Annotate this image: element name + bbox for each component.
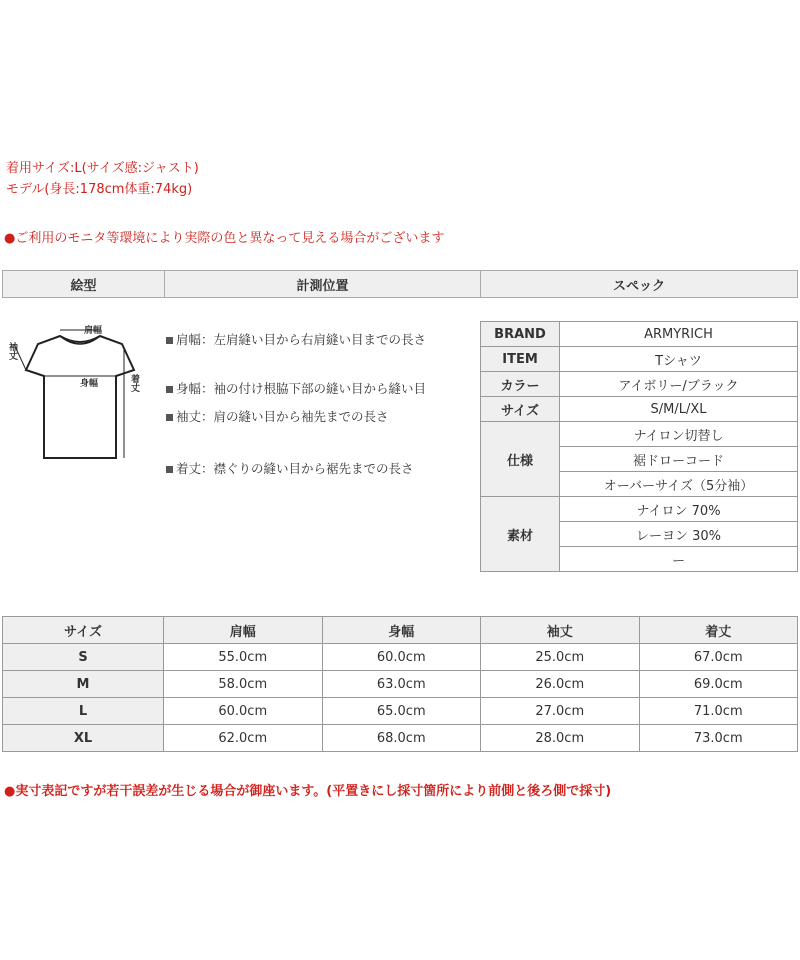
spec-row-material (481, 497, 798, 522)
spec-row-color (481, 372, 798, 397)
spec-value: オーバーサイズ（5分袖） (560, 472, 798, 497)
spec-value: レーヨン 30% (560, 522, 798, 547)
spec-value: ARMYRICH (560, 322, 798, 347)
spec-value: ナイロン 70% (560, 497, 798, 522)
size-header: 袖丈 (481, 617, 640, 644)
size-cell: 60.0cm (322, 644, 481, 671)
size-cell: 60.0cm (164, 698, 323, 725)
measurement-notice: ●実寸表記ですが若干誤差が生じる場合が御座います。(平置きにし採寸箇所により前側と後ろ側で採寸) (4, 784, 612, 799)
size-cell: 26.0cm (481, 671, 640, 698)
spec-value: 裾ドローコード (560, 447, 798, 472)
size-cell: 65.0cm (322, 698, 481, 725)
size-cell: 63.0cm (322, 671, 481, 698)
size-cell: 62.0cm (164, 725, 323, 752)
spec-key: カラー (481, 372, 560, 397)
note-shoulder: 肩幅：左肩縫い目から右肩縫い目までの長さ (166, 330, 426, 348)
note-sleeve: 袖丈：肩の縫い目から袖先までの長さ (166, 407, 389, 425)
spec-value: アイボリー/ブラック (560, 372, 798, 397)
bullet-square-icon (166, 337, 173, 344)
size-cell: XL (3, 725, 164, 752)
tshirt-diagram (0, 318, 160, 468)
size-header-row (3, 617, 798, 644)
spec-row-item (481, 347, 798, 372)
spec-value: S/M/L/XL (560, 397, 798, 422)
color-notice: ●ご利用のモニタ等環境により実際の色と異なって見える場合がございます (4, 231, 445, 246)
size-cell: 25.0cm (481, 644, 640, 671)
spec-key: ITEM (481, 347, 560, 372)
size-cell: L (3, 698, 164, 725)
size-cell: 68.0cm (322, 725, 481, 752)
spec-key: BRAND (481, 322, 560, 347)
spec-row-size (481, 397, 798, 422)
model-size-text: 着用サイズ:L(サイズ感:ジャスト) (6, 161, 199, 176)
bullet-square-icon (166, 466, 173, 473)
header-illustration: 絵型 (3, 271, 165, 297)
size-header: サイズ (3, 617, 164, 644)
size-header: 身幅 (322, 617, 481, 644)
label-body: 身幅 (80, 379, 99, 389)
spec-value: ー (560, 547, 798, 572)
size-cell: 55.0cm (164, 644, 323, 671)
size-cell: 69.0cm (639, 671, 798, 698)
size-cell: S (3, 644, 164, 671)
spec-row-brand (481, 322, 798, 347)
table-row (3, 644, 798, 671)
spec-row-detail (481, 422, 798, 447)
spec-value: ナイロン切替し (560, 422, 798, 447)
size-header: 肩幅 (164, 617, 323, 644)
bullet-square-icon (166, 386, 173, 393)
spec-key: 仕様 (481, 422, 560, 497)
note-body: 身幅：袖の付け根脇下部の縫い目から縫い目 (166, 379, 426, 397)
model-body-text: モデル(身長:178cm体重:74kg) (6, 182, 193, 197)
size-header: 着丈 (639, 617, 798, 644)
spec-key: 素材 (481, 497, 560, 572)
table-row (3, 671, 798, 698)
size-cell: 71.0cm (639, 698, 798, 725)
label-sleeve: 袖丈 (7, 342, 17, 360)
spec-key: サイズ (481, 397, 560, 422)
header-measure-position: 計測位置 (165, 271, 481, 297)
size-cell: 28.0cm (481, 725, 640, 752)
label-shoulder: 肩幅 (84, 326, 103, 336)
size-cell: 27.0cm (481, 698, 640, 725)
table-row (3, 698, 798, 725)
size-cell: M (3, 671, 164, 698)
size-cell: 58.0cm (164, 671, 323, 698)
bullet-square-icon (166, 414, 173, 421)
note-length: 着丈：襟ぐりの縫い目から裾先までの長さ (166, 459, 414, 477)
size-cell: 73.0cm (639, 725, 798, 752)
tshirt-outline-icon (0, 318, 160, 468)
table-row (3, 725, 798, 752)
section-header (2, 270, 798, 298)
spec-table (480, 321, 798, 572)
size-table (2, 616, 798, 752)
label-length: 着丈 (129, 374, 139, 392)
header-spec: スペック (481, 271, 797, 297)
spec-value: Tシャツ (560, 347, 798, 372)
size-cell: 67.0cm (639, 644, 798, 671)
